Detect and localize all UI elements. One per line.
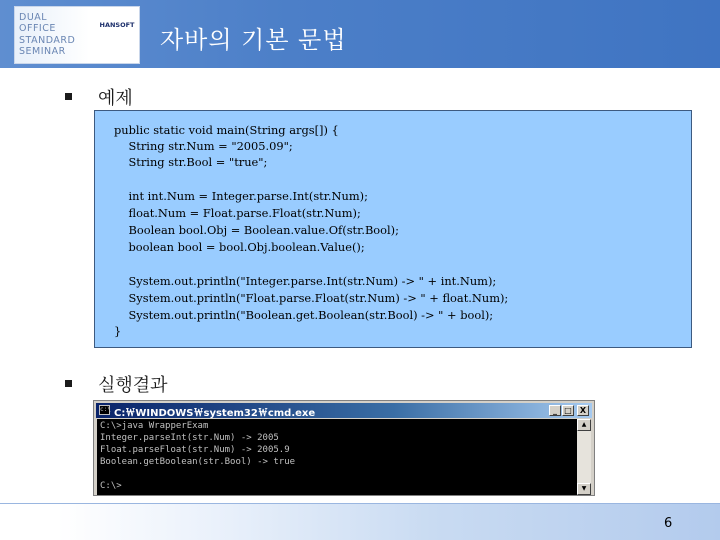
page-title: 자바의 기본 문법 [160,26,347,54]
page-number: 6 [664,516,673,531]
logo-line: STANDARD [19,34,76,46]
code-line: int int.Num = Integer.parse.Int(str.Num); [114,189,368,203]
console-line: Float.parseFloat(str.Num) -> 2005.9 [100,445,290,455]
code-line: } [114,324,122,338]
footer-divider [0,503,720,504]
code-line: boolean bool = bool.Obj.boolean.Value(); [114,240,365,254]
cmd-titlebar[interactable] [96,403,592,418]
brand-name: HANSOFT [99,21,135,29]
vertical-scrollbar[interactable] [577,419,591,495]
cmd-window-title: C:￦WINDOWS￦system32￦cmd.exe [114,408,316,419]
code-line: System.out.println("Float.parse.Float(str.Num) -> " + float.Num); [114,291,509,305]
console-line: Boolean.getBoolean(str.Bool) -> true [100,457,296,467]
logo-line: SEMINAR [19,45,66,57]
console-line: C:\> [100,481,122,491]
seminar-logo [14,6,140,64]
maximize-button[interactable]: □ [562,405,574,416]
console-line: C:\>java WrapperExam [100,421,209,431]
console-line: Integer.parseInt(str.Num) -> 2005 [100,433,279,443]
scroll-up-icon[interactable]: ▲ [577,419,591,431]
cmd-icon: c:\ [100,406,111,413]
section-label-example: 예제 [98,88,133,109]
code-line: System.out.println("Integer.parse.Int(str.Num) -> " + int.Num); [114,274,497,288]
code-line: String str.Bool = "true"; [114,155,268,169]
bullet-square-icon [65,93,72,100]
logo-line: OFFICE [19,23,56,35]
cmd-output[interactable] [97,419,577,495]
scroll-down-icon[interactable]: ▼ [577,483,591,495]
header-banner [0,0,720,68]
code-example-box [94,110,692,348]
footer-bar [0,503,720,540]
code-line: Boolean bool.Obj = Boolean.value.Of(str.Bool); [114,223,399,237]
brand-logo [97,21,137,37]
close-button[interactable]: X [577,405,589,416]
code-line: String str.Num = "2005.09"; [114,139,293,153]
bullet-square-icon [65,380,72,387]
code-line: System.out.println("Boolean.get.Boolean(str.Bool) -> " + bool); [114,308,494,322]
section-label-result: 실행결과 [98,375,168,396]
minimize-button[interactable]: _ [549,405,561,416]
code-line: public static void main(String args[]) { [114,123,339,137]
logo-line: DUAL [19,12,48,23]
cmd-window [93,400,595,496]
code-line: float.Num = Float.parse.Float(str.Num); [114,206,361,220]
logo-text [19,12,75,57]
